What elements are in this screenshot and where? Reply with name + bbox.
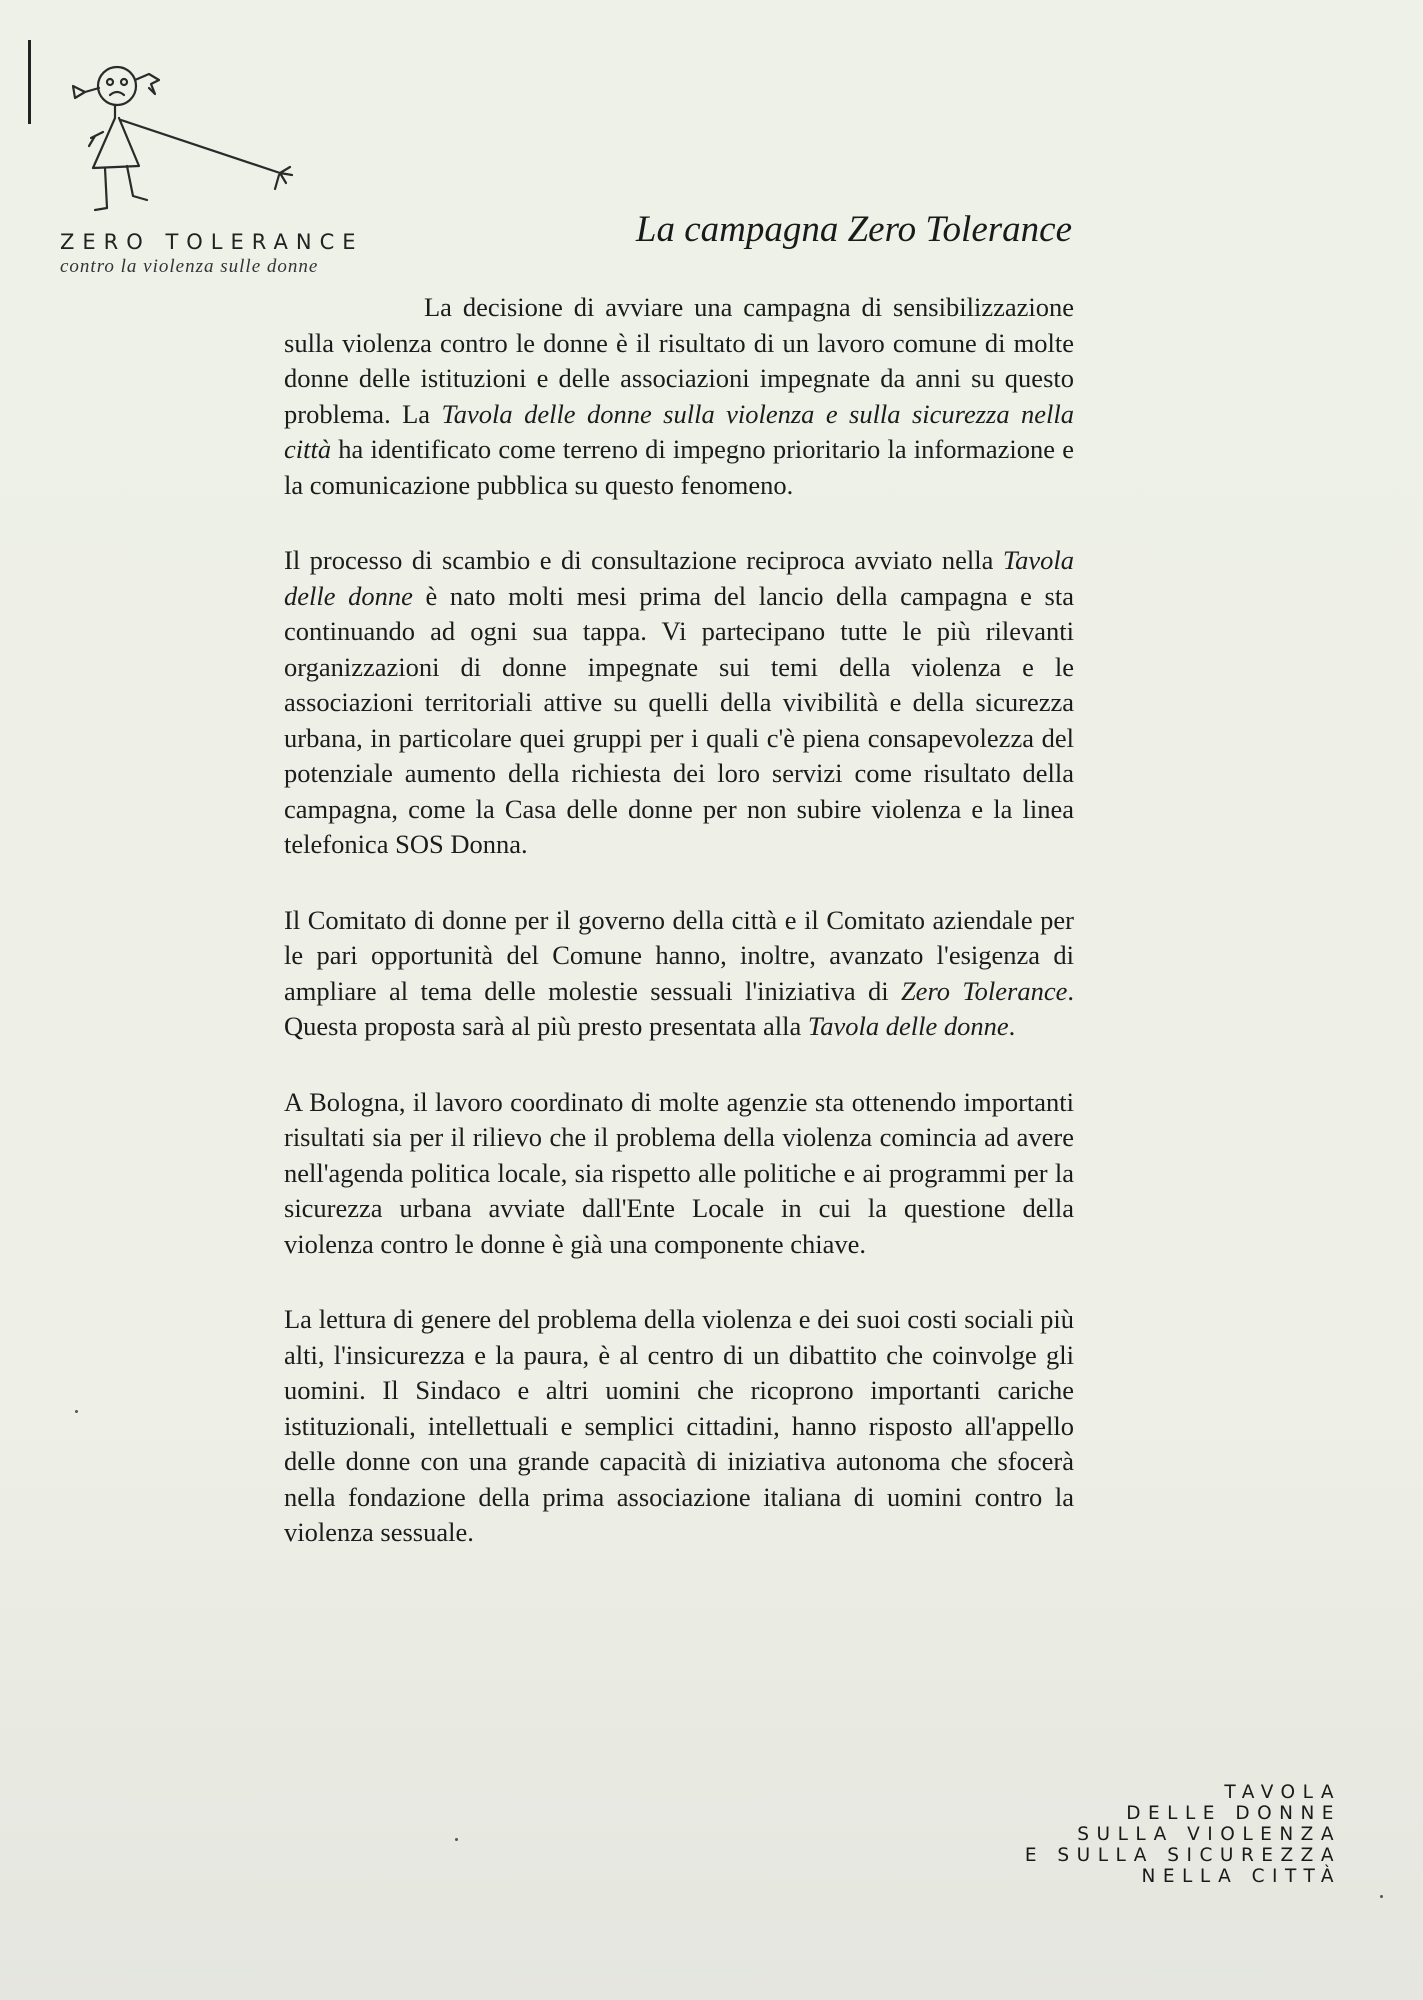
footer-line: NELLA CITTÀ <box>1141 1866 1341 1887</box>
scan-speck <box>1380 1895 1383 1898</box>
footer-line: DELLE DONNE <box>1126 1803 1341 1824</box>
scan-speck <box>75 1410 78 1413</box>
paragraph-text: ha identificato come terreno di impegno prioritario la informazione e la comunicazione pubblica su questo fenomeno. <box>284 434 1074 500</box>
scan-edge-mark <box>28 40 31 124</box>
italic-title-text: Zero Tolerance <box>900 975 1068 1006</box>
italic-title-text: Tavola delle donne <box>807 1011 1009 1041</box>
body-paragraph <box>284 290 1074 503</box>
body-text <box>284 290 1074 1591</box>
body-paragraph <box>284 1085 1074 1263</box>
footer-line: TAVOLA <box>1224 1782 1341 1803</box>
body-paragraph <box>284 543 1074 863</box>
footer-line: SULLA VIOLENZA <box>1077 1824 1341 1845</box>
scan-speck <box>455 1838 458 1841</box>
page-title: La campagna Zero Tolerance <box>635 209 1072 250</box>
italic-title-text: Tavola delle donne <box>284 545 1074 611</box>
zero-tolerance-logo-icon <box>55 48 315 248</box>
paragraph-text: La lettura di genere del problema della violenza e dei suoi costi sociali più alti, l'insicurezza e la paura, è al centro di un dibattito che coinvolge gli uomini. Il Sindaco e altri uomini che ricoprono importanti cariche istituzionali, intellettuali e semplici cittadini, hanno risposto all'appello delle donne con una grande capacità di iniziativa autonoma che sfocerà nella fondazione della prima associazione italiana di uomini contro la violenza sessuale. <box>284 1304 1074 1547</box>
paragraph-text: è nato molti mesi prima del lancio della campagna e sta continuando ad ogni sua tappa. Vi partecipano tutte le più rilevanti organizzazioni di donne impegnate sui temi della violenza e le associazioni territoriali attive su quelli della vivibilità e della sicurezza urbana, in particolare quei gruppi per i quali c'è piena consapevolezza del potenziale aumento della richiesta dei loro servizi come risultato della campagna, come la Casa delle donne per non subire violenza e la linea telefonica SOS Donna. <box>284 580 1074 859</box>
italic-title-text: Tavola delle donne sulla violenza e sulla sicurezza nella città <box>284 398 1075 464</box>
body-paragraph <box>284 1302 1074 1551</box>
paragraph-text: . Questa proposta sarà al più presto presentata alla <box>284 975 1074 1041</box>
body-paragraph <box>284 903 1074 1045</box>
paragraph-text: Il Comitato di donne per il governo della città e il Comitato aziendale per le pari opportunità del Comune hanno, inoltre, avanzato l'esigenza di ampliare al tema delle molestie sessuali l'iniziativa di <box>284 904 1074 1006</box>
paragraph-text: . <box>1008 1011 1016 1041</box>
footer-line: E SULLA SICUREZZA <box>1024 1845 1341 1866</box>
paragraph-text: A Bologna, il lavoro coordinato di molte agenzie sta ottenendo importanti risultati sia per il rilievo che il problema della violenza comincia ad avere nell'agenda politica locale, sia rispetto alle politiche e ai programmi per la sicurezza urbana avviate dall'Ente Locale in cui la questione della violenza contro le donne è già una componente chiave. <box>284 1086 1074 1259</box>
footer-organization <box>1025 1782 1341 1887</box>
logo-subtitle: contro la violenza sulle donne <box>60 256 319 277</box>
paragraph-text: Il processo di scambio e di consultazione reciproca avviato nella <box>284 545 1003 575</box>
paragraph-text: La decisione di avviare una campagna di sensibilizzazione sulla violenza contro le donne è il risultato di un lavoro comune di molte donne delle istituzioni e delle associazioni impegnate da anni su questo problema. La <box>284 292 1074 429</box>
logo-title: ZERO TOLERANCE <box>60 230 364 254</box>
